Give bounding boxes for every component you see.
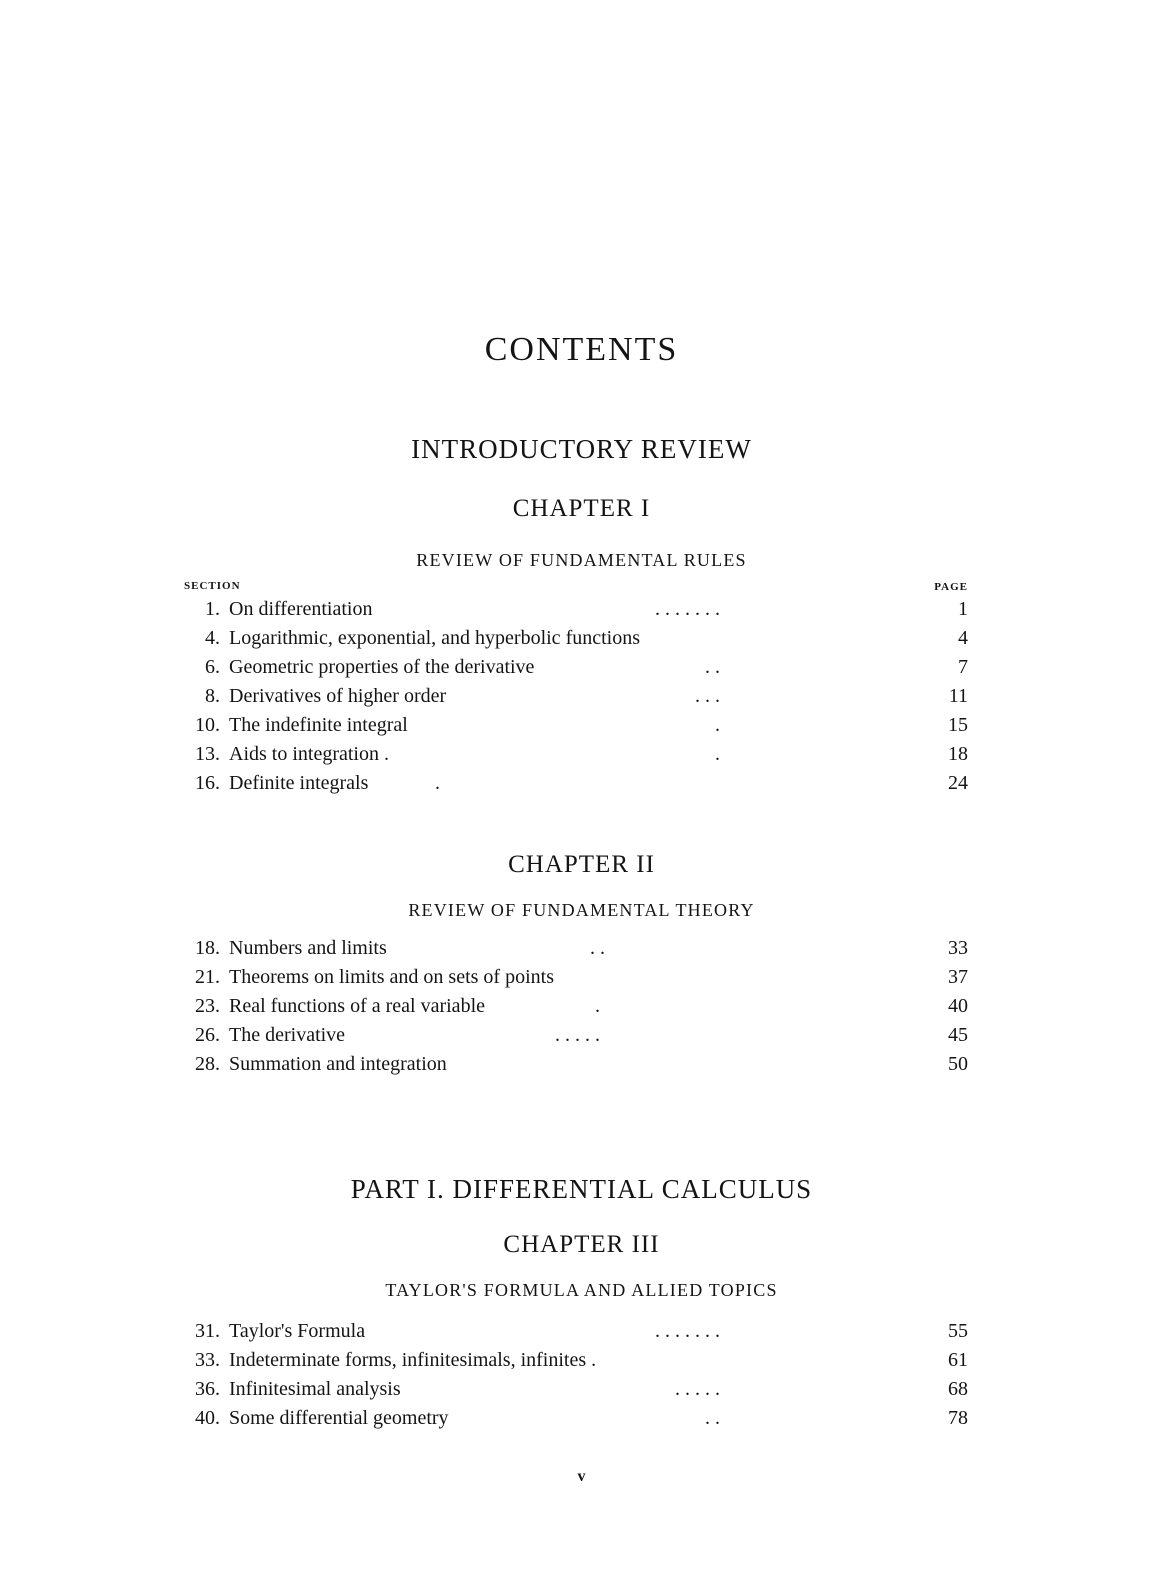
section-column-header: SECTION xyxy=(184,580,241,592)
toc-entry xyxy=(0,772,1163,801)
part1-title: PART I. DIFFERENTIAL CALCULUS xyxy=(350,1174,813,1204)
toc-entry xyxy=(0,656,1163,685)
dot-leader: . xyxy=(715,714,720,736)
section-title: Geometric properties of the derivative xyxy=(229,656,535,678)
toc-entry xyxy=(0,1053,1163,1082)
dot-leader: . . . . . xyxy=(675,1378,720,1400)
section-number: 13. xyxy=(195,743,220,765)
section-title: The indefinite integral xyxy=(229,714,408,736)
section-title: On differentiation xyxy=(229,598,373,620)
section-title: Definite integrals xyxy=(229,772,369,794)
page-number: 15 xyxy=(948,714,968,736)
chapter3-entries xyxy=(0,1320,1163,1436)
dot-leader: . . . . . . . xyxy=(655,598,720,620)
section-title: Summation and integration xyxy=(229,1053,447,1075)
dot-leader: . . . . . . . xyxy=(655,1320,720,1342)
section-title: Derivatives of higher order xyxy=(229,685,447,707)
page-number: 50 xyxy=(948,1053,968,1075)
section-number: 33. xyxy=(195,1349,220,1371)
chapter2-subtitle: REVIEW OF FUNDAMENTAL THEORY xyxy=(408,900,755,920)
section-title: Real functions of a real variable xyxy=(229,995,485,1017)
section-number: 40. xyxy=(195,1407,220,1429)
dot-leader: . . . xyxy=(695,685,720,707)
dot-leader: . . . . . xyxy=(555,1024,600,1046)
section-title: Infinitesimal analysis xyxy=(229,1378,401,1400)
intro-part-title: INTRODUCTORY REVIEW xyxy=(411,434,752,464)
chapter3-title: CHAPTER III xyxy=(503,1231,660,1258)
dot-leader: . . xyxy=(705,656,720,678)
section-number: 8. xyxy=(205,685,220,707)
section-title: Indeterminate forms, infinitesimals, infinites . xyxy=(229,1349,597,1371)
page-number: 4 xyxy=(958,627,968,649)
section-title: Some differential geometry xyxy=(229,1407,449,1429)
page-number: 61 xyxy=(948,1349,968,1371)
toc-entry xyxy=(0,598,1163,627)
page-number: 18 xyxy=(948,743,968,765)
section-number: 18. xyxy=(195,937,220,959)
section-number: 36. xyxy=(195,1378,220,1400)
section-title: The derivative xyxy=(229,1024,346,1046)
page-number: 24 xyxy=(948,772,968,794)
page-number: 68 xyxy=(948,1378,968,1400)
section-number: 31. xyxy=(195,1320,220,1342)
dot-leader: . xyxy=(435,772,440,794)
dot-leader: . . xyxy=(705,1407,720,1429)
chapter2-entries xyxy=(0,937,1163,1082)
page-number: 7 xyxy=(958,656,968,678)
dot-leader: . xyxy=(595,995,600,1017)
toc-entry xyxy=(0,966,1163,995)
toc-entry xyxy=(0,995,1163,1024)
toc-entry xyxy=(0,1407,1163,1436)
page-number: 45 xyxy=(948,1024,968,1046)
page-number: 55 xyxy=(948,1320,968,1342)
section-number: 1. xyxy=(205,598,220,620)
chapter1-entries xyxy=(0,598,1163,801)
section-title: Aids to integration . xyxy=(229,743,389,765)
dot-leader: . . xyxy=(590,937,605,959)
toc-entry xyxy=(0,627,1163,656)
toc-entry xyxy=(0,1378,1163,1407)
toc-entry xyxy=(0,1349,1163,1378)
toc-entry xyxy=(0,685,1163,714)
page-number: 37 xyxy=(948,966,968,988)
section-title: Logarithmic, exponential, and hyperbolic functions xyxy=(229,627,640,649)
chapter2-title: CHAPTER II xyxy=(508,851,655,878)
dot-leader: . xyxy=(715,743,720,765)
chapter3-subtitle: TAYLOR'S FORMULA AND ALLIED TOPICS xyxy=(385,1280,778,1300)
section-number: 23. xyxy=(195,995,220,1017)
chapter1-title: CHAPTER I xyxy=(512,495,651,522)
toc-entry xyxy=(0,714,1163,743)
toc-entry xyxy=(0,1320,1163,1349)
page-number: 33 xyxy=(948,937,968,959)
chapter1-subtitle: REVIEW OF FUNDAMENTAL RULES xyxy=(416,550,747,570)
section-number: 26. xyxy=(195,1024,220,1046)
page-number: 11 xyxy=(948,685,968,707)
section-number: 6. xyxy=(205,656,220,678)
section-number: 4. xyxy=(205,627,220,649)
section-title: Numbers and limits xyxy=(229,937,387,959)
page-number: 1 xyxy=(958,598,968,620)
section-title: Taylor's Formula xyxy=(229,1320,366,1342)
page-number: 40 xyxy=(948,995,968,1017)
section-number: 21. xyxy=(195,966,220,988)
section-number: 10. xyxy=(195,714,220,736)
page-column-header: PAGE xyxy=(934,581,968,593)
section-number: 16. xyxy=(195,772,220,794)
folio: v xyxy=(577,1468,586,1485)
toc-entry xyxy=(0,937,1163,966)
section-title: Theorems on limits and on sets of points xyxy=(229,966,554,988)
page-number: 78 xyxy=(948,1407,968,1429)
section-number: 28. xyxy=(195,1053,220,1075)
toc-entry xyxy=(0,1024,1163,1053)
contents-title: CONTENTS xyxy=(484,331,679,368)
toc-entry xyxy=(0,743,1163,772)
